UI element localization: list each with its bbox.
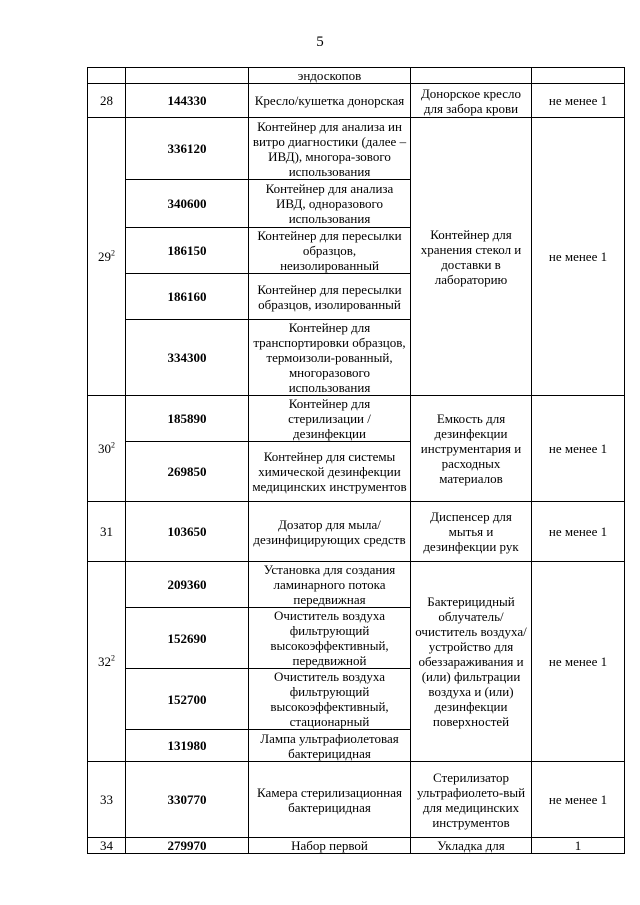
qty-cell: не менее 1 [532,396,625,502]
purpose-cell: Емкость для дезинфекции инструментария и расходных материалов [411,396,532,502]
code-cell: 334300 [126,320,249,396]
code-cell: 103650 [126,502,249,562]
table-row [88,118,625,180]
name-cell: Контейнер для пересылки образцов, неизолированный [249,228,411,274]
equipment-table [87,67,625,854]
code-cell: 185890 [126,396,249,442]
code-cell: 131980 [126,730,249,762]
num-cell: $30^2$ [88,396,126,502]
qty-cell: не менее 1 [532,118,625,396]
name-cell: Контейнер для пересылки образцов, изолированный [249,274,411,320]
code-cell: 209360 [126,562,249,608]
qty-cell: не менее 1 [532,84,625,118]
code-cell: 336120 [126,118,249,180]
num-cell: 28 [88,84,126,118]
name-cell: Набор первой [249,838,411,854]
code-cell: 144330 [126,84,249,118]
num-cell: 31 [88,502,126,562]
purpose-cell: Стерилизатор ультрафиолето-вый для медицинских инструментов [411,762,532,838]
name-cell: Контейнер для системы химической дезинфекции медицинских инструментов [249,442,411,502]
name-cell: Контейнер для стерилизации /дезинфекции [249,396,411,442]
name-cell: Установка для создания ламинарного потока передвижная [249,562,411,608]
code-cell: 330770 [126,762,249,838]
qty-cell: 1 [532,838,625,854]
num-cell: 33 [88,762,126,838]
num-cell: $32^2$ [88,562,126,762]
qty-cell: не менее 1 [532,762,625,838]
qty-cell: не менее 1 [532,562,625,762]
table-row [88,562,625,608]
page-number: 5 [316,34,324,50]
code-cell: 269850 [126,442,249,502]
qty-cell: не менее 1 [532,502,625,562]
name-cell: эндоскопов [249,68,411,84]
name-cell: Очиститель воздуха фильтрующий высокоэффективный, стационарный [249,669,411,730]
table-row [88,502,625,562]
code-cell: 186160 [126,274,249,320]
num-cell: $29^2$ [88,118,126,396]
code-cell: 279970 [126,838,249,854]
name-cell: Контейнер для анализа ин витро диагностики (далее – ИВД), многора-зового использования [249,118,411,180]
table-row [88,84,625,118]
purpose-cell: Контейнер для хранения стекол и доставки в лабораторию [411,118,532,396]
purpose-cell: Бактерицидный облучатель/ очиститель воздуха/ устройство для обеззараживания и (или) фильтрации воздуха и (или) дезинфекции поверхностей [411,562,532,762]
purpose-cell: Укладка для [411,838,532,854]
code-cell: 340600 [126,180,249,228]
name-cell: Кресло/кушетка донорская [249,84,411,118]
code-cell: 152690 [126,608,249,669]
name-cell: Контейнер для анализа ИВД, одноразового использования [249,180,411,228]
table-row [88,838,625,854]
code-cell: 186150 [126,228,249,274]
name-cell: Очиститель воздуха фильтрующий высокоэффективный, передвижной [249,608,411,669]
purpose-cell: Донорское кресло для забора крови [411,84,532,118]
table-row [88,762,625,838]
num-cell: 34 [88,838,126,854]
name-cell: Камера стерилизационная бактерицидная [249,762,411,838]
table-row [88,68,625,84]
purpose-cell: Диспенсер для мытья и дезинфекции рук [411,502,532,562]
table-row [88,396,625,442]
code-cell: 152700 [126,669,249,730]
name-cell: Контейнер для транспортировки образцов, термоизоли-рованный, многоразового использования [249,320,411,396]
name-cell: Дозатор для мыла/ дезинфицирующих средств [249,502,411,562]
name-cell: Лампа ультрафиолетовая бактерицидная [249,730,411,762]
